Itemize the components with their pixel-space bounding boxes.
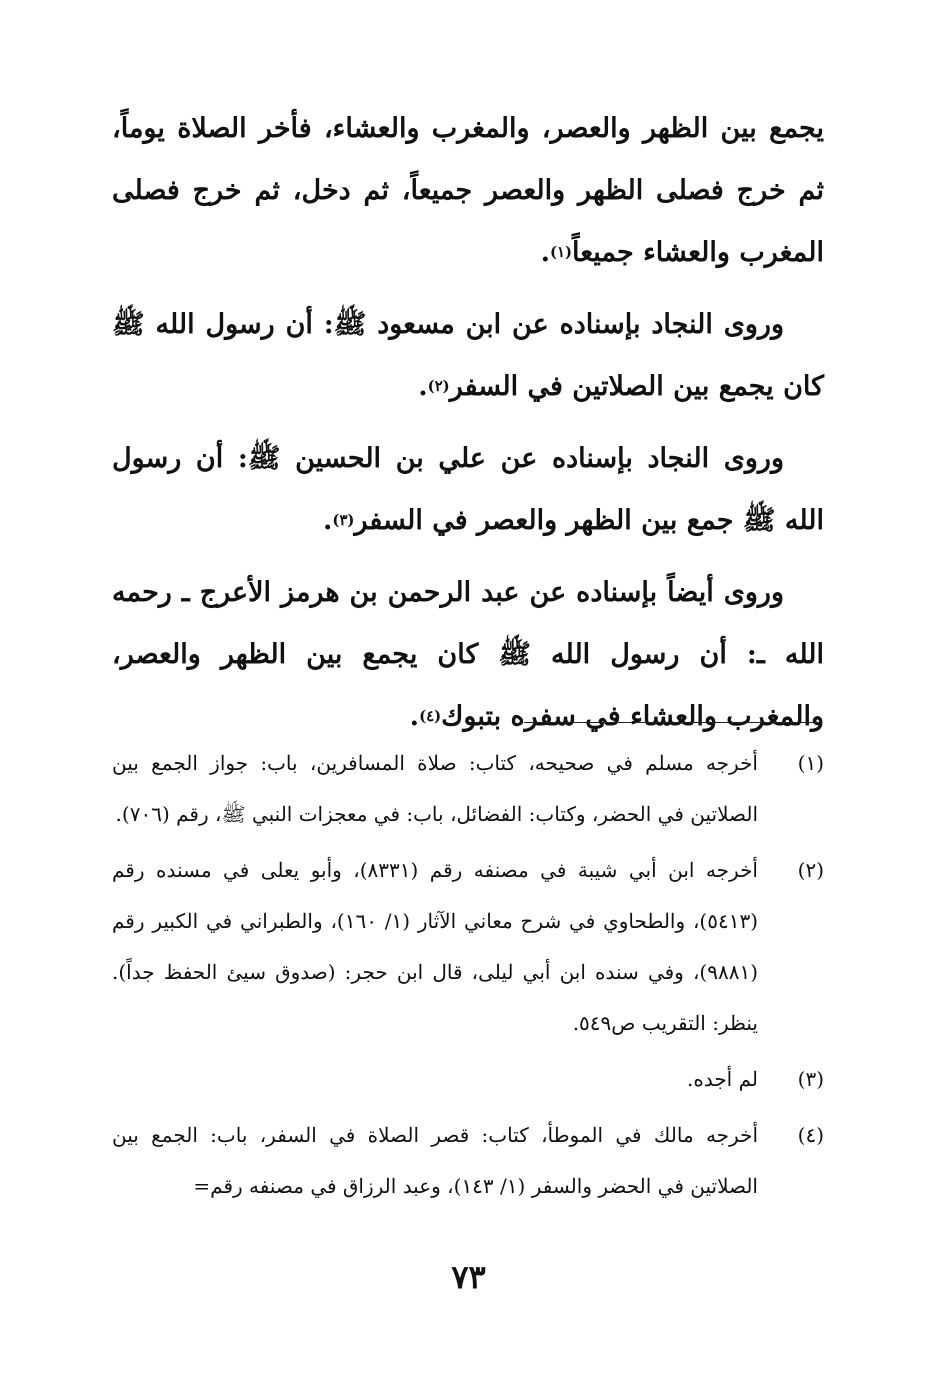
footnote-ref-4: (٤) <box>419 706 442 725</box>
footnote-number: (٤) <box>797 1123 824 1147</box>
footnote-ref-2: (٢) <box>427 376 450 395</box>
main-text <box>112 98 824 758</box>
footnote-number: (١) <box>797 751 824 775</box>
footnote-text: أخرجه مسلم في صحيحه، كتاب: صلاة المسافرين، باب: جواز الجمع بين الصلاتين في الحضر، وكتاب: الفضائل، باب: في معجزات النبي ﷺ، رقم (٧٠٦). <box>112 751 758 826</box>
footnote-text: لم أجده. <box>686 1067 758 1091</box>
footnote-text: أخرجه مالك في الموطأ، كتاب: قصر الصلاة في السفر، باب: الجمع بين الصلاتين في الحضر والسفر (١/ ١٤٣)، وعبد الرزاق في مصنفه رقم= <box>112 1123 758 1198</box>
footnote-4 <box>112 1110 824 1212</box>
paragraph-3: وروى النجاد بإسناده عن علي بن الحسين ﷺ: أن رسول الله ﷺ جمع بين الظهر والعصر في السفر$^{(٣)}$. <box>112 443 824 536</box>
footnotes <box>112 738 824 1217</box>
footnote-number: (٢) <box>797 858 824 882</box>
paragraph-1: يجمع بين الظهر والعصر، والمغرب والعشاء، فأخر الصلاة يوماً، ثم خرج فصلى الظهر والعصر جميعاً، ثم دخل، ثم خرج فصلى المغرب والعشاء جميعاً$^{(١)}$. <box>112 113 824 268</box>
footnote-text: أخرجه ابن أبي شيبة في مصنفه رقم (٨٣٣١)، وأبو يعلى في مسنده رقم (٥٤١٣)، والطحاوي في شرح معاني الآثار (١/ ١٦٠)، والطبراني في الكبير رقم (٩٨٨١)، وفي سنده ابن أبي ليلى، قال ابن حجر: (صدوق سيئ الحفظ جداً). ينظر: التقريب ص٥٤٩. <box>112 858 758 1035</box>
footnote-ref-3: (٣) <box>332 510 355 529</box>
footnote-ref-1: (١) <box>549 242 573 261</box>
paragraph-4: وروى أيضاً بإسناده عن عبد الرحمن بن هرمز الأعرج ـ رحمه الله ـ: أن رسول الله ﷺ كان يجمع بين الظهر والعصر، والمغرب والعشاء في سفره بتبوك$^{(٤)}$. <box>112 577 824 732</box>
footnote-separator <box>524 722 822 723</box>
footnote-number: (٣) <box>797 1067 824 1091</box>
footnote-1 <box>112 738 824 840</box>
footnote-2 <box>112 845 824 1049</box>
page-number: ٧٣ <box>451 1258 486 1296</box>
paragraph-2: وروى النجاد بإسناده عن ابن مسعود ﷺ: أن رسول الله ﷺ كان يجمع بين الصلاتين في السفر$^{(٢)}$. <box>112 309 824 402</box>
footnote-3 <box>112 1054 824 1105</box>
